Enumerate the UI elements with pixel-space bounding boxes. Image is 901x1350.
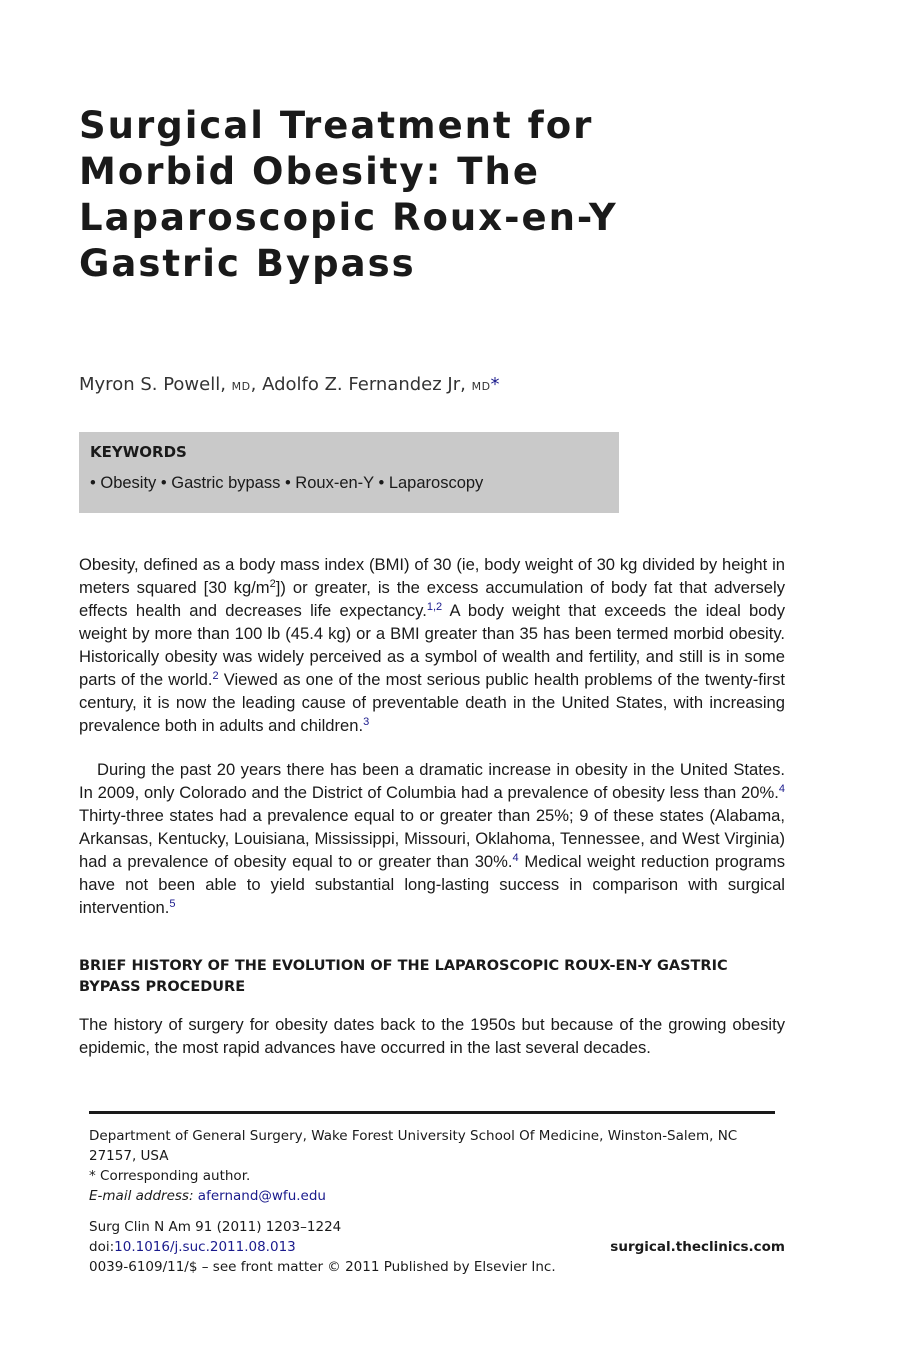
reference-link[interactable]: 1,2 — [426, 601, 443, 613]
doi-link[interactable]: 10.1016/j.suc.2011.08.013 — [114, 1239, 296, 1255]
section-paragraph: The history of surgery for obesity dates back to the 1950s but because of the growing obesity epidemic, the most rapid advances have occurred in the last several decades. — [79, 1015, 785, 1057]
email-label: E-mail address: — [89, 1188, 194, 1204]
intro-paragraph — [79, 553, 785, 737]
email-line — [89, 1186, 785, 1206]
keywords-heading: KEYWORDS — [90, 443, 187, 461]
reference-link[interactable]: 4 — [512, 852, 519, 864]
doi-label: doi: — [89, 1239, 115, 1255]
journal-citation: Surg Clin N Am 91 (2011) 1203–1224 — [89, 1219, 342, 1235]
journal-website[interactable]: surgical.theclinics.com — [610, 1239, 785, 1255]
author-degree: MD — [471, 380, 491, 393]
footnotes — [89, 1126, 785, 1206]
unit-superscript: 2 — [269, 578, 276, 590]
email-link[interactable]: afernand@wfu.edu — [197, 1188, 326, 1204]
keywords-box — [79, 432, 619, 513]
article-title: Surgical Treatment for Morbid Obesity: The Laparoscopic Roux-en-Y Gastric Bypass — [79, 104, 618, 285]
text-run: Viewed as one of the most serious public health problems of the twenty-first century, it is now the leading cause of preventable death in the United States, with increasing prevalence both in adults and children. — [79, 670, 785, 735]
text-run: Medical weight reduction programs have not been able to yield substantial long-lasting success in comparison with surgical intervention. — [79, 852, 785, 917]
reference-link[interactable]: 2 — [212, 670, 219, 682]
section-heading: BRIEF HISTORY OF THE EVOLUTION OF THE LAPAROSCOPIC ROUX-EN-Y GASTRIC BYPASS PROCEDURE — [79, 958, 728, 995]
reference-link[interactable]: 4 — [778, 783, 785, 795]
reference-link[interactable]: 5 — [169, 898, 176, 910]
text-run: Obesity, defined as a body mass index (BMI) of 30 (ie, body weight of 30 kg divided by height in meters squared [30 kg/m — [79, 555, 785, 597]
corresponding-author-note: * Corresponding author. — [89, 1168, 251, 1184]
footnote-divider — [89, 1111, 775, 1114]
copyright-line: 0039-6109/11/$ – see front matter © 2011 Published by Elsevier Inc. — [89, 1259, 556, 1275]
text-run: During the past 20 years there has been a dramatic increase in obesity in the United States. In 2009, only Colorado and the District of Columbia had a prevalence of obesity less than 20%. — [79, 760, 785, 802]
intro-paragraph — [79, 758, 785, 919]
keywords-list: • Obesity • Gastric bypass • Roux-en-Y • Laparoscopy — [90, 474, 484, 492]
text-run: Thirty-three states had a prevalence equal to or greater than 25%; 9 of these states (Alabama, Arkansas, Kentucky, Louisiana, Mississippi, Missouri, Oklahoma, Tennessee, and West Virginia) had a prevalence of obesity equal to or greater than 30%. — [79, 806, 785, 871]
affiliation: Department of General Surgery, Wake Forest University School Of Medicine, Winston-Salem, NC 27157, USA — [89, 1128, 738, 1164]
author-list — [79, 374, 500, 395]
text-run: A body weight that exceeds the ideal body weight by more than 100 lb (45.4 kg) or a BMI greater than 35 has been termed morbid obesity. Historically obesity was widely perceived as a symbol of wealth and fertility, and still is in some parts of the world. — [79, 601, 785, 689]
author-separator: , — [250, 374, 263, 395]
author-degree: MD — [231, 380, 251, 393]
author-name: Myron S. Powell, — [79, 374, 232, 395]
corresponding-author-link[interactable]: * — [490, 374, 500, 395]
author-name: Adolfo Z. Fernandez Jr, — [262, 374, 472, 395]
text-run: ]) or greater, is the excess accumulation of body fat that adversely effects health and decreases life expectancy. — [79, 578, 785, 620]
reference-link[interactable]: 3 — [363, 716, 370, 728]
